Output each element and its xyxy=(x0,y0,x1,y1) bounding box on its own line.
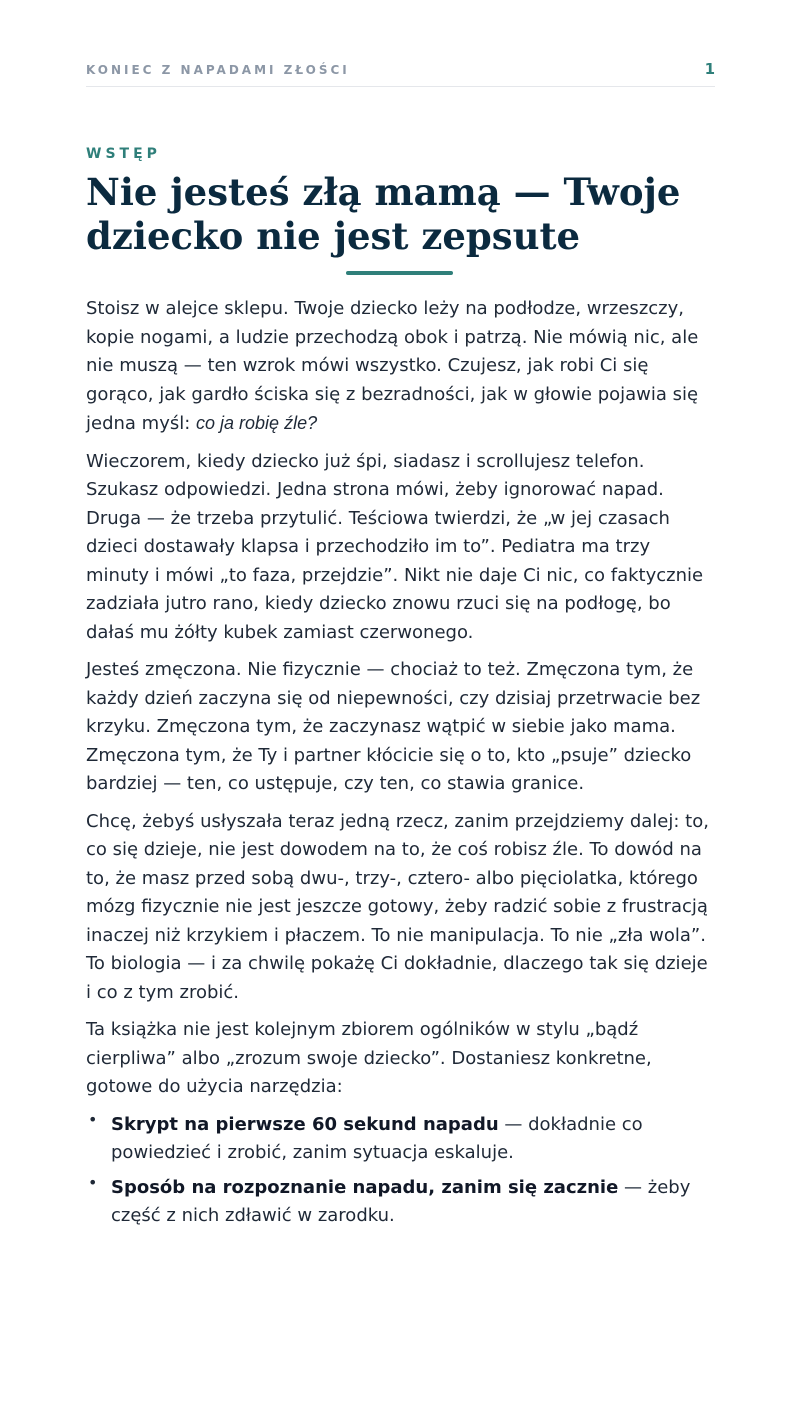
paragraph-emphasis: co ja robię źle? xyxy=(196,413,318,433)
bullet-icon: • xyxy=(88,1172,98,1192)
bullet-icon: • xyxy=(88,1109,98,1129)
list-item-text: — dokładnie co powiedzieć i zrobić, zanim sytuacja eskaluje. xyxy=(111,1113,643,1163)
list-item-bold: Sposób na rozpoznanie napadu, zanim się zacznie xyxy=(111,1176,619,1198)
list-item-text: — żeby część z nich zdławić w zarodku. xyxy=(111,1176,691,1226)
chapter-body xyxy=(86,295,715,1237)
chapter-eyebrow: WSTĘP xyxy=(86,146,161,162)
body-paragraph: Wieczorem, kiedy dziecko już śpi, siadasz i scrollujesz telefon. Szukasz odpowiedzi. Jedna strona mówi, żeby ignorować napad. Druga — że trzeba przytulić. Teściowa twierdzi, że „w jej czasach dzieci dostawały klapsa i przechodziło im to”. Pediatra ma trzy minuty i mówi „to faza, przejdzie”. Nikt nie daje Ci nic, co faktycznie zadziała jutro rano, kiedy dziecko znowu rzuci się na podłogę, bo dałaś mu żółty kubek zamiast czerwonego. xyxy=(86,450,704,643)
running-title: KONIEC Z NAPADAMI ZŁOŚCI xyxy=(86,63,350,77)
body-paragraph: Ta książka nie jest kolejnym zbiorem ogólników w stylu „bądź cierpliwa” albo „zrozum swoje dziecko”. Dostaniesz konkretne, gotowe do użycia narzędzia: xyxy=(86,1019,652,1097)
list-item xyxy=(86,1174,715,1231)
body-paragraph xyxy=(86,295,715,439)
list-item-bold: Skrypt na pierwsze 60 sekund napadu xyxy=(111,1113,499,1135)
body-paragraph: Chcę, żebyś usłyszała teraz jedną rzecz, zanim przejdziemy dalej: to, co się dzieje, nie jest dowodem na to, że coś robisz źle. To dowód na to, że masz przed sobą dwu-, trzy-, cztero- albo pięciolatka, którego mózg fizycznie nie jest jeszcze gotowy, żeby radzić sobie z frustracją inaczej niż krzykiem i płaczem. To nie manipulacja. To nie „zła wola”. To biologia — i za chwilę pokażę Ci dokładnie, dlaczego tak się dzieje i co z tym zrobić. xyxy=(86,810,709,1003)
body-paragraph: Jesteś zmęczona. Nie fizycznie — chociaż to też. Zmęczona tym, że każdy dzień zaczyna się od niepewności, czy dzisiaj przetrwacie bez krzyku. Zmęczona tym, że zaczynasz wątpić w siebie jako mama. Zmęczona tym, że Ty i partner kłócicie się o to, kto „psuje” dziecko bardziej — ten, co ustępuje, czy ten, co stawia granice. xyxy=(86,659,701,794)
running-header xyxy=(86,60,715,87)
list-item xyxy=(86,1111,715,1168)
page-number: 1 xyxy=(704,60,715,78)
paragraph-text: Stoisz w alejce sklepu. Twoje dziecko leży na podłodze, wrzeszczy, kopie nogami, a ludzie przechodzą obok i patrzą. Nie mówią nic, ale nie muszą — ten wzrok mówi wszystko. Czujesz, jak robi Ci się gorąco, jak gardło ściska się z bezradności, jak w głowie pojawia się jedna myśl: xyxy=(86,298,699,434)
title-divider xyxy=(346,271,453,275)
chapter-title: Nie jesteś złą mamą — Twoje dziecko nie jest zepsute xyxy=(86,170,681,258)
tools-list xyxy=(86,1111,715,1231)
